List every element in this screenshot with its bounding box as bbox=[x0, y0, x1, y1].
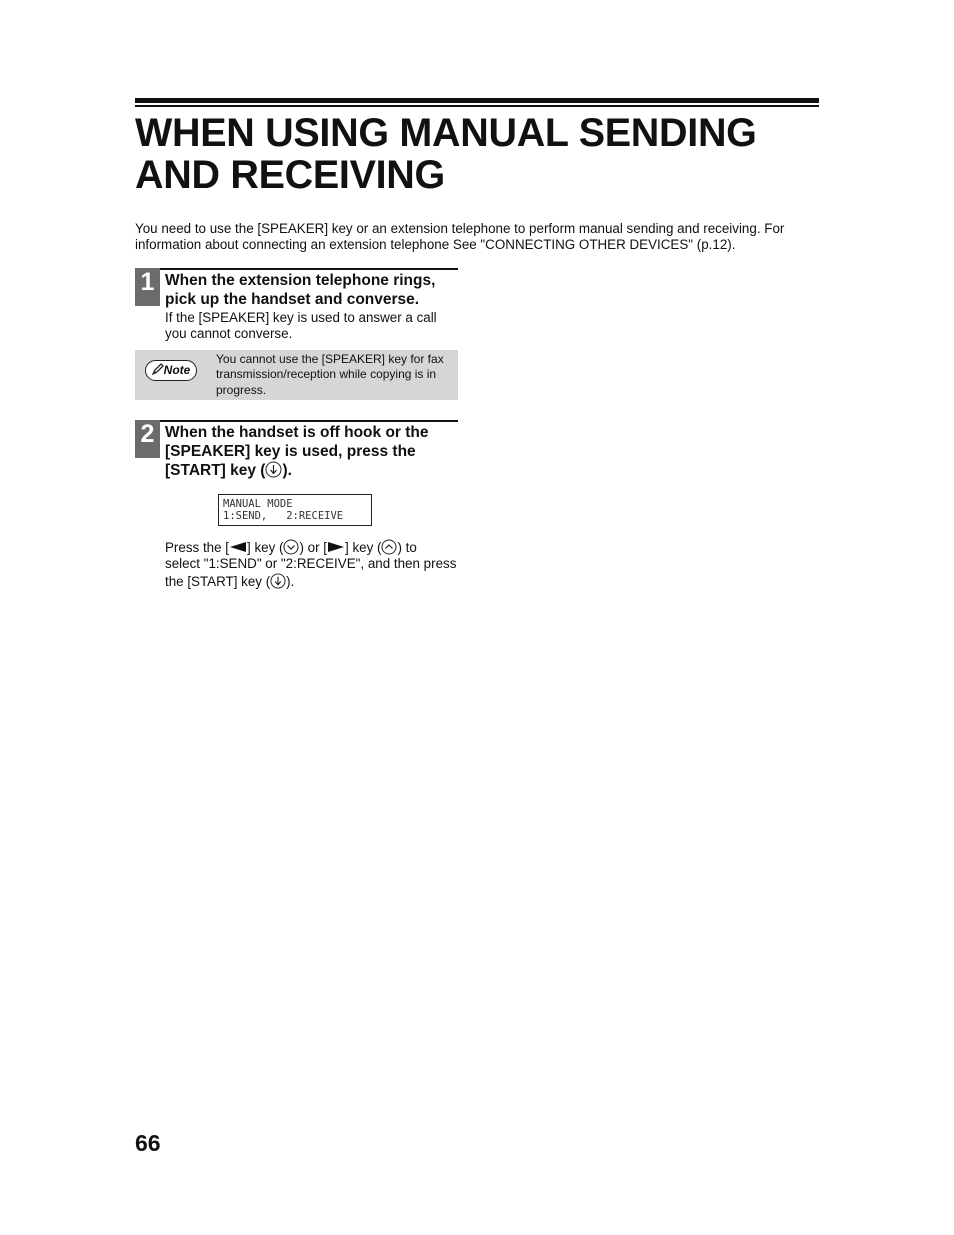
up-key-icon bbox=[381, 539, 397, 555]
right-arrow-icon bbox=[327, 541, 345, 553]
note-text: You cannot use the [SPEAKER] key for fax transmission/reception while copying is in progress. bbox=[216, 352, 444, 397]
step1-body: If the [SPEAKER] key is used to answer a call you cannot converse. bbox=[165, 310, 437, 342]
step2-heading: When the handset is off hook or the [SPEAKER] key is used, press the [START] key ( ). bbox=[165, 424, 429, 479]
step2-number: 2 bbox=[135, 420, 160, 458]
pencil-icon bbox=[152, 363, 164, 375]
down-key-icon bbox=[283, 539, 299, 555]
intro-paragraph: You need to use the [SPEAKER] key or an extension telephone to perform manual sending and receiving. For information about connecting an extension telephone See "CONNECTING OTHER DEVICES" (p.12). bbox=[135, 221, 785, 253]
step1-rule bbox=[135, 268, 458, 270]
page-title: WHEN USING MANUAL SENDING AND RECEIVING bbox=[135, 111, 757, 197]
step2-rule bbox=[135, 420, 458, 422]
page-number: 66 bbox=[135, 1130, 161, 1156]
title-rule-thick bbox=[135, 98, 819, 103]
note-box bbox=[135, 350, 458, 400]
step1-number: 1 bbox=[135, 268, 160, 306]
step1-heading: When the extension telephone rings, pick up the handset and converse. bbox=[165, 272, 436, 308]
lcd-display: MANUAL MODE 1:SEND, 2:RECEIVE bbox=[218, 494, 372, 526]
left-arrow-icon bbox=[229, 541, 247, 553]
start-key-icon bbox=[270, 573, 286, 589]
note-badge: Note bbox=[145, 360, 197, 381]
title-rule-thin bbox=[135, 105, 819, 107]
start-key-icon bbox=[265, 461, 282, 478]
step2-body: Press the [ ] key ( ) or [ ] key ( ) to select "1:SEND" or "2:RECEIVE", and then press the [START] key ( ). bbox=[165, 540, 457, 589]
